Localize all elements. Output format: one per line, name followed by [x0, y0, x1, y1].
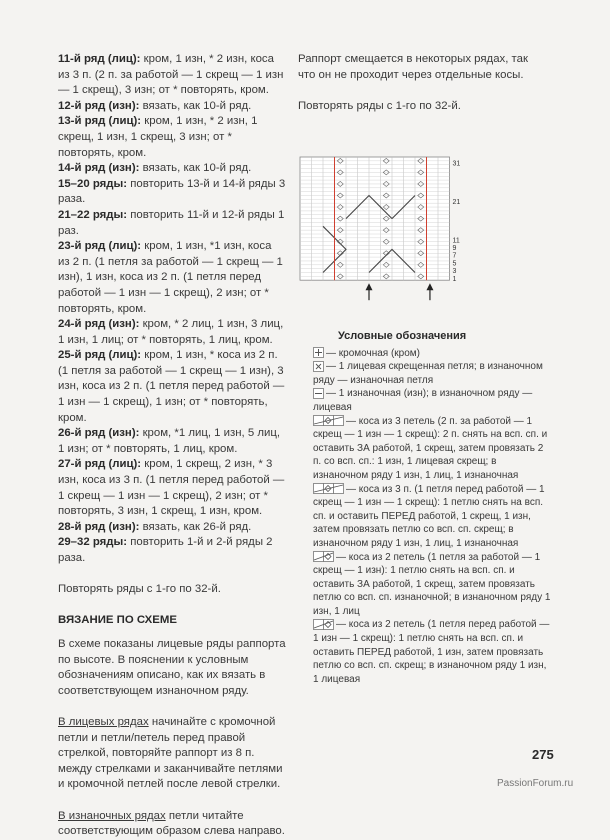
row-text: кром, * 2 лиц, 1 изн, 3 лиц, 1 изн, 1 лиц; от * повторять, 1 лиц, кром.	[58, 318, 284, 346]
knit-rows-heading: В лицевых рядах	[58, 715, 149, 728]
legend-item	[313, 360, 553, 387]
legend-item	[313, 551, 553, 619]
knit-rows-paragraph	[58, 715, 286, 793]
row-label: 14-й ряд (изн):	[58, 162, 140, 175]
row-label: 28-й ряд (изн):	[58, 520, 140, 533]
row-text: кром, *1 лиц, 1 изн, 5 лиц, 1 изн; от * повторять, 1 лиц, кром.	[58, 427, 281, 455]
repeat-note-right: Повторять ряды с 1-го по 32-й.	[298, 99, 461, 112]
row-text: повторить 1-й и 2-й ряды 2 раза.	[58, 536, 273, 564]
repeat-arrow-head	[426, 283, 433, 290]
legend	[313, 330, 553, 686]
row-label: 25-й ряд (лиц):	[58, 349, 142, 362]
section-title: ВЯЗАНИЕ ПО СХЕМЕ	[58, 614, 177, 627]
legend-item-text: — коса из 2 петель (1 петля за работой — 1 скрещ — 1 изн): 1 петлю снять на всп. сп. и оставить ЗА работой, 1 скрещ, затем провязать петлю со всп. сп. изнаночной; в изнаночном ряду 1 изн, 1 лиц	[313, 551, 551, 617]
instruction-row	[58, 535, 286, 566]
row-label: 29–32 ряды:	[58, 536, 128, 549]
legend-item	[313, 618, 553, 686]
row-text: вязать, как 26-й ряд.	[139, 520, 252, 533]
watermark: PassionForum.ru	[497, 778, 574, 789]
cable2-front-icon	[313, 619, 334, 630]
instruction-row	[58, 177, 286, 208]
row-number-label: 11	[452, 237, 460, 245]
cable3-back-icon	[313, 415, 344, 426]
left-column	[58, 52, 286, 840]
purl-rows-heading: В изнаночных рядах	[58, 809, 166, 822]
knitting-chart	[298, 155, 470, 305]
row-text: кром, 1 изн, * 2 изн, 1 скрещ, 1 изн, 1 скрещ, 3 изн; от * повторять, кром.	[58, 115, 258, 159]
knitting-chart-svg	[298, 155, 470, 305]
rapport-intro: Раппорт смещается в некоторых рядах, так что он не проходит через отдельные косы.	[298, 53, 528, 81]
right-column	[298, 52, 548, 114]
legend-item	[313, 387, 553, 414]
instruction-row	[58, 426, 286, 457]
row-text: кром, 1 изн, * коса из 2 п. (1 петля за работой — 1 скрещ — 1 изн), 3 изн, коса из 2 п. (1 петля перед работой — 1 изн — 1 скрещ), 1 изн; от * повторять, кром.	[58, 349, 285, 424]
repeat-note-left: Повторять ряды с 1-го по 32-й.	[58, 583, 221, 596]
row-number-label: 21	[452, 198, 461, 206]
row-text: вязать, как 10-й ряд.	[139, 99, 252, 112]
instruction-row	[58, 52, 286, 99]
row-text: повторить 13-й и 14-й ряды 3 раза.	[58, 177, 286, 206]
chart-explanation: В схеме показаны лицевые ряды раппорта по высоте. В пояснении к условным обозначениям описано, как их вязать в соответствующем изнаночном ряду.	[58, 637, 286, 697]
row-text: кром, 1 изн, * 2 изн, коса из 3 п. (2 п. за работой — 1 скрещ — 1 изн — 1 скрещ), 3 изн; от * повторять, кром.	[58, 53, 284, 97]
legend-item	[313, 347, 553, 361]
row-label: 24-й ряд (изн):	[58, 318, 140, 331]
row-label: 12-й ряд (изн):	[58, 99, 140, 112]
twisted-icon	[313, 361, 324, 372]
legend-item-text: — коса из 2 петель (1 петля перед работой — 1 изн — 1 скрещ): 1 петлю снять на всп. сп. и оставить ПЕРЕД работой, 1 изн, затем провязать петлю со всп. сп. скрещ; в изнаночном ряду 1 изн, 1 лицевая	[313, 619, 550, 685]
row-label: 13-й ряд (лиц):	[58, 115, 142, 128]
row-number-label: 7	[452, 252, 457, 260]
row-text: кром, 1 изн, *1 изн, коса из 2 п. (1 петля за работой — 1 скрещ — 1 изн), 1 изн, коса из 2 п. (1 петля перед работой — 1 изн — 1 скрещ), 2 изн; от * повторять, кром.	[58, 240, 283, 315]
row-number-label: 3	[452, 268, 457, 276]
row-label: 26-й ряд (изн):	[58, 427, 140, 440]
legend-item-text: — 1 лицевая скрещенная петля; в изнаночном ряду — изнаночная петля	[313, 361, 543, 386]
instruction-row	[58, 161, 286, 177]
purl-rows-paragraph	[58, 809, 286, 840]
legend-item-text: — кромочная (кром)	[326, 347, 421, 359]
row-number-label: 1	[452, 275, 457, 283]
legend-item	[313, 483, 553, 551]
instruction-row	[58, 520, 286, 536]
row-text: кром, 1 скрещ, 2 изн, * 3 изн, коса из 3 п. (1 петля перед работой — 1 скрещ — 1 изн — 1 скрещ), 2 изн; от * повторять, 3 изн, 1 скрещ, 1 изн, кром.	[58, 458, 285, 518]
edge-icon	[313, 347, 324, 358]
row-text: вязать, как 10-й ряд.	[139, 162, 252, 175]
instruction-row	[58, 239, 286, 317]
cable3-front-icon	[313, 483, 344, 494]
purl-rows-text: петли читайте соответствующим образом слева направо.	[58, 809, 285, 838]
row-label: 21–22 ряды:	[58, 208, 128, 221]
row-number-label: 9	[452, 244, 457, 252]
instruction-row	[58, 99, 286, 115]
instruction-rows	[58, 52, 286, 567]
row-number-label: 31	[452, 160, 461, 168]
repeat-arrow-head	[366, 283, 373, 290]
instruction-row	[58, 348, 286, 426]
row-label: 15–20 ряды:	[58, 177, 128, 190]
cable2-back-icon	[313, 551, 334, 562]
row-text: повторить 11-й и 12-й ряды 1 раз.	[58, 208, 285, 237]
instruction-row	[58, 457, 286, 519]
page-number: 275	[532, 747, 554, 762]
row-label: 11-й ряд (лиц):	[58, 53, 141, 65]
row-label: 23-й ряд (лиц):	[58, 240, 142, 253]
legend-item-text: — коса из 3 петель (2 п. за работой — 1 скрещ — 1 изн — 1 скрещ): 2 п. снять на всп. сп. и оставить ЗА работой, 1 скрещ, затем провязать 2 п. со всп. сп.: 1 изн, 1 лицевая скрещ; в изнаночном ряду 1 изн, 1 лиц, 1 изнаночная	[313, 415, 548, 481]
legend-title: Условные обозначения	[338, 330, 467, 342]
legend-items	[313, 347, 553, 687]
purl-icon	[313, 388, 324, 399]
row-number-label: 5	[452, 260, 457, 268]
legend-item-text: — коса из 3 п. (1 петля перед работой — 1 скрещ — 1 изн — 1 скрещ): 1 петлю снять на всп. сп. и оставить ПЕРЕД работой, 1 скрещ, 1 изн, затем провязать петлю со всп. сп. скрещ; в изнаночном ряду 1 изн, 1 лиц, 1 изнаночная	[313, 483, 545, 549]
instruction-row	[58, 317, 286, 348]
instruction-row	[58, 208, 286, 239]
instruction-row	[58, 114, 286, 161]
legend-item-text: — 1 изнаночная (изн); в изнаночном ряду — лицевая	[313, 388, 533, 413]
legend-item	[313, 415, 553, 483]
row-label: 27-й ряд (лиц):	[58, 458, 142, 471]
knit-rows-text: начинайте с кромочной петли и петли/петель перед правой стрелкой, повторяйте раппорт из 8 п. между стрелками и заканчивайте петлями и кромочной петлей после левой стрелки.	[58, 715, 283, 791]
